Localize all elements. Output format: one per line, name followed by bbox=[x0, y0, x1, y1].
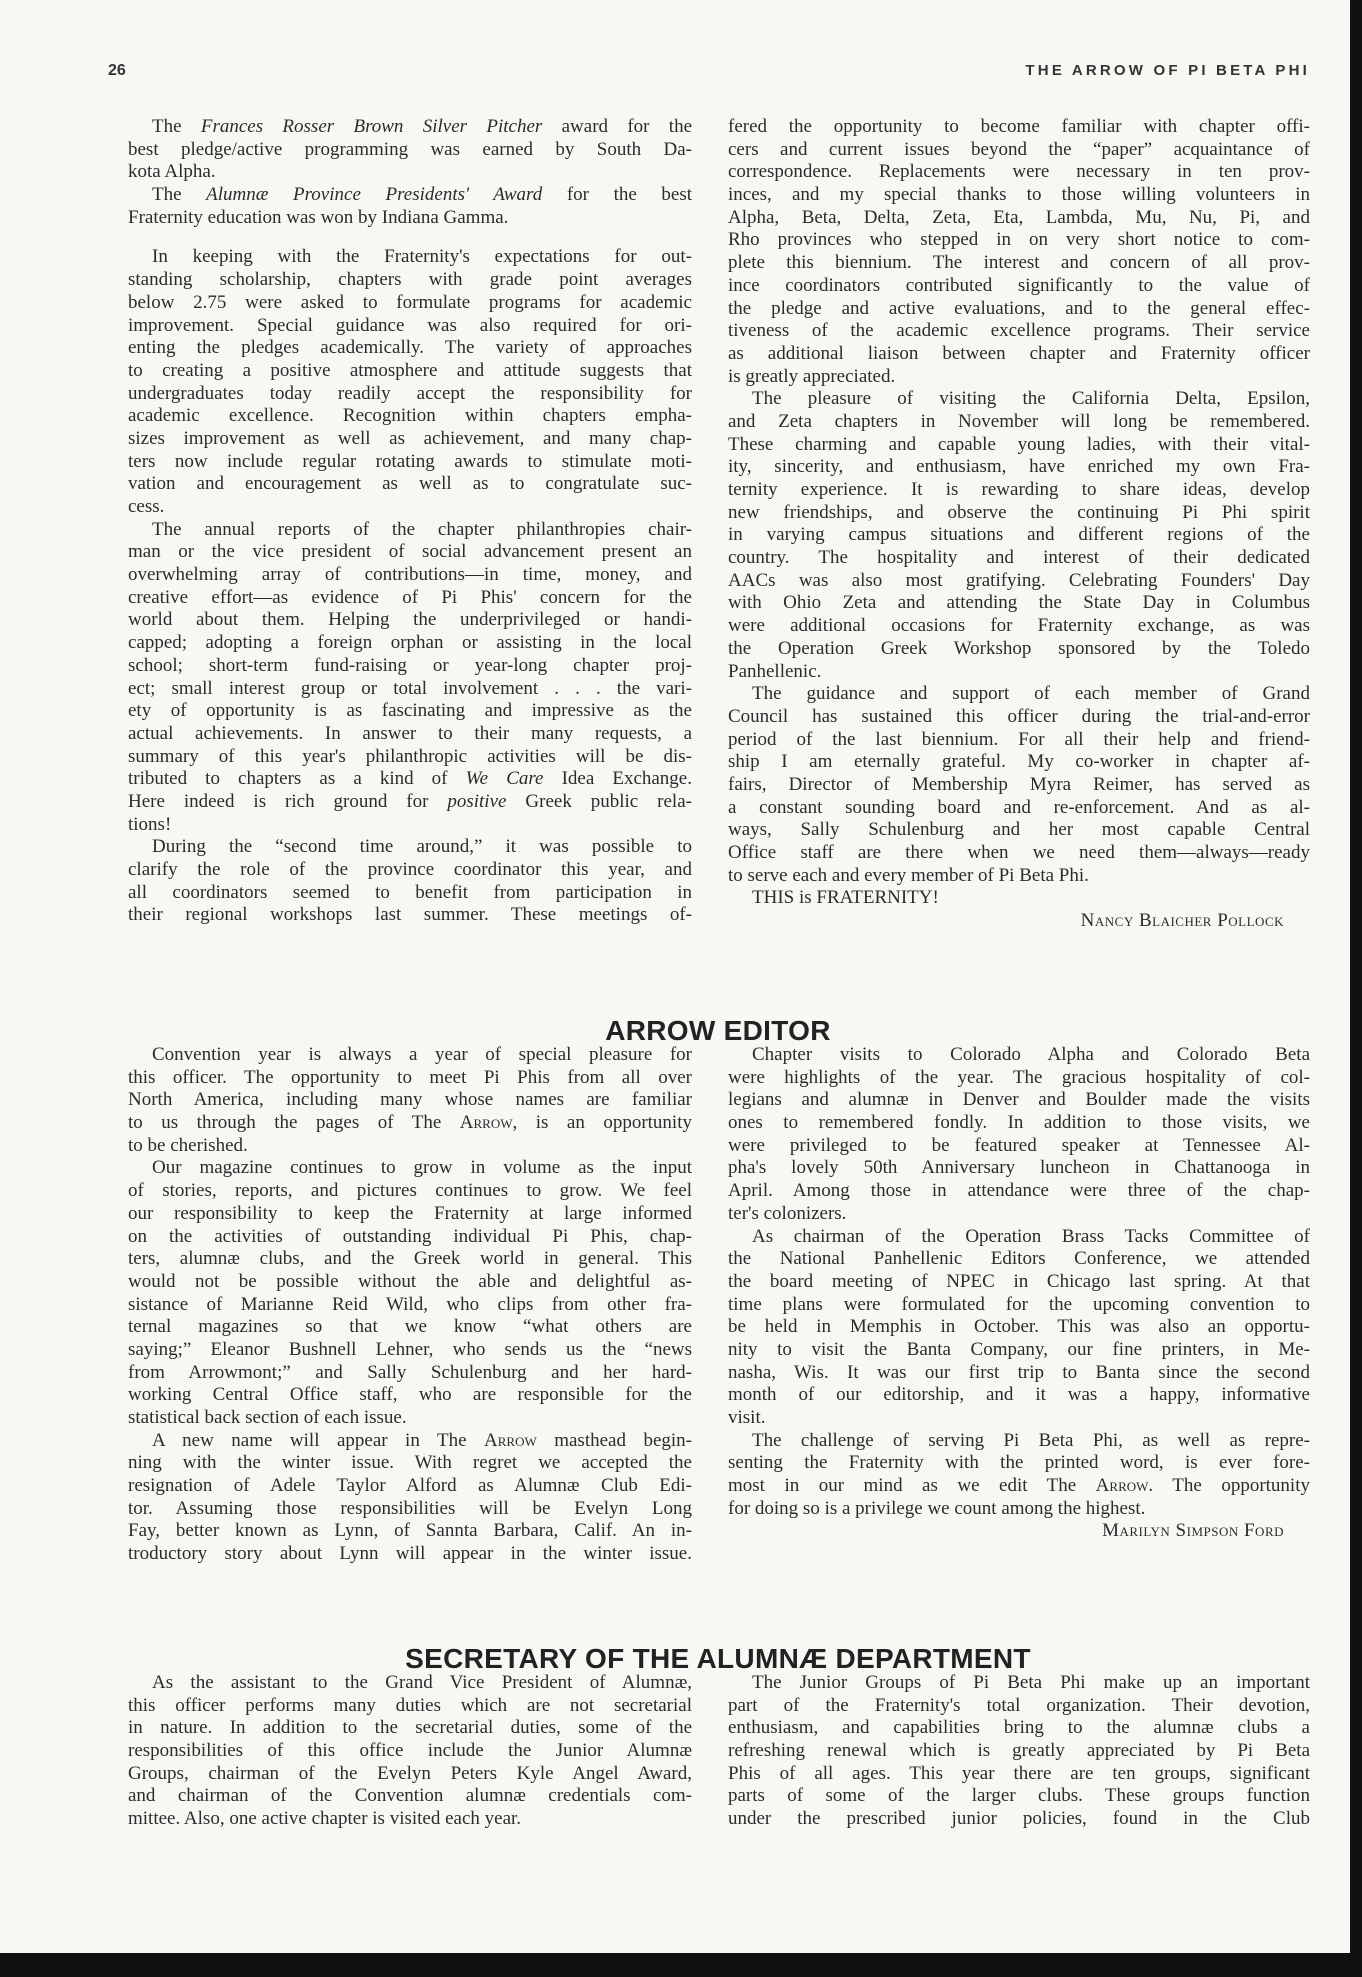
text-line: month of our editorship, and it was a happy, informative bbox=[728, 1384, 1310, 1406]
text-line: As the assistant to the Grand Vice President of Alumnæ, bbox=[152, 1672, 692, 1693]
text-line: as additional liaison between chapter and Fraternity officer bbox=[728, 342, 1310, 364]
text-run: masthead begin- bbox=[536, 1429, 692, 1451]
text-line: resignation of Adele Taylor Alford as Alumnæ Club Edi- bbox=[128, 1475, 692, 1497]
paragraph bbox=[728, 116, 1310, 388]
text-line: Panhellenic. bbox=[728, 660, 822, 682]
text-line: ternal magazines so that we know “what others are bbox=[128, 1316, 692, 1338]
secretary-left-column bbox=[128, 1672, 692, 1831]
text-line: best pledge/active programming was earned by South Da- bbox=[128, 138, 692, 160]
text-line: of stories, reports, and pictures continues to grow. We feel bbox=[128, 1180, 692, 1202]
text-line: undergraduates today readily accept the responsibility for bbox=[128, 382, 692, 404]
text-line: summary of this year's philanthropic activities will be dis- bbox=[128, 745, 692, 767]
text-line: is greatly appreciated. bbox=[728, 365, 896, 387]
text-line: be held in Memphis in October. This was also an opportu- bbox=[728, 1316, 1310, 1338]
paragraph bbox=[728, 1672, 1310, 1831]
text-run: most in our mind as we edit The bbox=[728, 1475, 1096, 1497]
text-line: man or the vice president of social advancement present an bbox=[128, 541, 692, 563]
text-line bbox=[128, 184, 692, 207]
text-line: ter's colonizers. bbox=[728, 1202, 847, 1224]
paragraph bbox=[128, 519, 692, 837]
text-line: inces, and my special thanks to those willing volunteers in bbox=[728, 184, 1310, 206]
text-line: in nature. In addition to the secretarial duties, some of the bbox=[128, 1717, 692, 1739]
text-line: the board meeting of NPEC in Chicago last spring. At that bbox=[728, 1270, 1310, 1292]
text-line: nity to visit the Banta Company, our fine printers, in Me- bbox=[728, 1338, 1310, 1360]
small-caps-text: Arrow bbox=[484, 1429, 537, 1451]
text-line: saying;” Eleanor Bushnell Lehner, who sends us the “news bbox=[128, 1338, 692, 1360]
text-line: The pleasure of visiting the California Delta, Epsilon, bbox=[752, 388, 1310, 410]
text-line: this officer. The opportunity to meet Pi Phis from all over bbox=[128, 1066, 692, 1088]
text-line: ters now include regular rotating awards to stimulate moti- bbox=[128, 450, 692, 472]
text-line: were privileged to be featured speaker at Tennessee Al- bbox=[728, 1134, 1310, 1156]
italic-text: We Care bbox=[465, 768, 544, 790]
author-signature: Nancy Blaicher Pollock bbox=[1080, 910, 1284, 932]
text-line bbox=[128, 768, 692, 791]
text-line: Fay, better known as Lynn, of Sannta Barbara, Calif. An in- bbox=[128, 1520, 692, 1542]
text-line: legians and alumnæ in Denver and Boulder made the visits bbox=[728, 1089, 1310, 1111]
paragraph bbox=[728, 887, 1310, 910]
text-line: would not be possible without the able and delightful as- bbox=[128, 1270, 692, 1292]
text-line: fairs, Director of Membership Myra Reimer, has served as bbox=[728, 773, 1310, 795]
text-line bbox=[128, 791, 692, 814]
text-line: In keeping with the Fraternity's expectations for out- bbox=[152, 246, 692, 268]
text-line: The guidance and support of each member of Grand bbox=[752, 683, 1310, 705]
text-line: During the “second time around,” it was possible to bbox=[152, 836, 692, 858]
text-run: Here indeed is rich ground for bbox=[128, 790, 448, 812]
text-line: cess. bbox=[128, 496, 165, 517]
page-number: 26 bbox=[108, 62, 126, 79]
text-line: all coordinators seemed to benefit from participation in bbox=[128, 881, 692, 903]
scan-border-right bbox=[1350, 0, 1362, 1977]
text-line: a constant sounding board and re-enforcement. And as al- bbox=[728, 796, 1310, 818]
text-line: period of the last biennium. For all their help and friend- bbox=[728, 728, 1310, 750]
scan-border-bottom bbox=[0, 1953, 1362, 1977]
text-line: ince coordinators contributed significantly to the value of bbox=[728, 274, 1310, 296]
text-run: . The opportunity bbox=[1148, 1475, 1310, 1497]
text-line: actual achievements. In answer to their many requests, a bbox=[128, 722, 692, 744]
text-line: As chairman of the Operation Brass Tacks Committee of bbox=[752, 1225, 1310, 1247]
text-line: were additional occasions for Fraternity exchange, as was bbox=[728, 615, 1310, 637]
text-line: to serve each and every member of Pi Beta Phi. bbox=[728, 864, 1089, 886]
text-line: clarify the role of the province coordinator this year, and bbox=[128, 859, 692, 880]
text-line: for doing so is a privilege we count among the highest. bbox=[728, 1497, 1146, 1519]
section-1-left-column bbox=[128, 116, 692, 927]
text-line: working Central Office staff, who are responsible for the bbox=[128, 1384, 692, 1406]
paragraph bbox=[728, 388, 1310, 683]
paragraph bbox=[728, 1226, 1310, 1430]
paragraph bbox=[128, 184, 692, 229]
text-run: for the best bbox=[542, 184, 692, 206]
text-line: April. Among those in attendance were three of the chap- bbox=[728, 1180, 1310, 1202]
text-line bbox=[728, 1475, 1310, 1498]
text-line: tions! bbox=[128, 813, 172, 835]
text-line: our responsibility to keep the Fraternity at large informed bbox=[128, 1202, 692, 1224]
text-line: world about them. Helping the underprivileged or handi- bbox=[128, 609, 692, 631]
text-line: ternity experience. It is rewarding to share ideas, develop bbox=[728, 479, 1310, 500]
paragraph bbox=[128, 246, 692, 518]
text-line: Phis of all ages. This year there are ten groups, significant bbox=[728, 1762, 1310, 1784]
text-line: were highlights of the year. The gracious hospitality of col- bbox=[728, 1066, 1310, 1088]
text-line: mittee. Also, one active chapter is visited each year. bbox=[128, 1808, 522, 1830]
text-run: Greek public rela- bbox=[506, 790, 692, 812]
paragraph bbox=[128, 836, 692, 927]
text-line: AACs was also most gratifying. Celebrating Founders' Day bbox=[728, 569, 1310, 591]
text-line: Our magazine continues to grow in volume as the input bbox=[152, 1157, 692, 1179]
text-line: time plans were formulated for the upcoming convention to bbox=[728, 1293, 1310, 1315]
text-line: academic excellence. Recognition within chapters empha- bbox=[128, 405, 692, 427]
text-line: enting the pledges academically. The variety of approaches bbox=[128, 337, 692, 359]
text-line: new friendships, and observe the continuing Pi Phi spirit bbox=[728, 501, 1310, 523]
text-line: ways, Sally Schulenburg and her most capable Central bbox=[728, 819, 1310, 841]
text-line: tiveness of the academic excellence programs. Their service bbox=[728, 320, 1310, 342]
text-line: These charming and capable young ladies, with their vital- bbox=[728, 433, 1310, 455]
paragraph bbox=[728, 1430, 1310, 1521]
text-line: ity, sincerity, and enthusiasm, have enriched my own Fra- bbox=[728, 456, 1310, 478]
author-signature: Marilyn Simpson Ford bbox=[1102, 1520, 1284, 1542]
text-line: cers and current issues beyond the “paper” acquaintance of bbox=[728, 138, 1310, 160]
text-line: ect; small interest group or total involvement . . . the vari- bbox=[128, 677, 692, 699]
text-line: kota Alpha. bbox=[128, 161, 216, 183]
text-line: below 2.75 were asked to formulate programs for academic bbox=[128, 291, 692, 313]
paragraph bbox=[728, 683, 1310, 887]
text-line: ters, alumnæ clubs, and the Greek world in general. This bbox=[128, 1248, 692, 1270]
text-line: standing scholarship, chapters with grade point averages bbox=[128, 269, 692, 291]
paragraph bbox=[128, 116, 692, 184]
paragraph bbox=[728, 1044, 1310, 1226]
text-run: to us through the pages of The bbox=[128, 1112, 460, 1134]
section-1-right-column bbox=[728, 116, 1310, 933]
text-run: tributed to chapters as a kind of bbox=[128, 768, 466, 790]
text-line: the National Panhellenic Editors Conference, we attended bbox=[728, 1248, 1310, 1270]
text-line: Fraternity education was won by Indiana Gamma. bbox=[128, 206, 509, 228]
text-line: country. The hospitality and interest of their dedicated bbox=[728, 547, 1310, 569]
text-line: fered the opportunity to become familiar with chapter offi- bbox=[728, 116, 1310, 137]
text-line: on the activities of outstanding individual Pi Phis, chap- bbox=[128, 1225, 692, 1247]
text-run: The bbox=[152, 184, 207, 206]
text-line: sistance of Marianne Reid Wild, who clips from other fra- bbox=[128, 1293, 692, 1315]
text-line: responsibilities of this office include the Junior Alumnæ bbox=[128, 1740, 692, 1762]
text-line: creative effort—as evidence of Pi Phis' concern for the bbox=[128, 586, 692, 608]
text-line: ety of opportunity is as fascinating and impressive as the bbox=[128, 700, 692, 722]
text-run: award for the bbox=[542, 116, 693, 137]
text-line: visit. bbox=[728, 1407, 766, 1428]
running-title: THE ARROW OF PI BETA PHI bbox=[1025, 62, 1310, 79]
text-line: nasha, Wis. It was our first trip to Banta since the second bbox=[728, 1361, 1310, 1383]
text-line: statistical back section of each issue. bbox=[128, 1407, 407, 1428]
text-line: under the prescribed junior policies, found in the Club bbox=[728, 1808, 1310, 1830]
text-line: the Operation Greek Workshop sponsored by the Toledo bbox=[728, 637, 1310, 659]
text-line: North America, including many whose names are familiar bbox=[128, 1089, 692, 1111]
text-line bbox=[128, 1430, 692, 1453]
text-line: part of the Fraternity's total organization. Their devotion, bbox=[728, 1694, 1310, 1716]
text-line: overwhelming array of contributions—in time, money, and bbox=[128, 564, 692, 586]
text-line: ones to remembered fondly. In addition to those visits, we bbox=[728, 1112, 1310, 1134]
text-line: pha's lovely 50th Anniversary luncheon in Chattanooga in bbox=[728, 1157, 1310, 1179]
text-line: Council has sustained this officer during the trial-and-error bbox=[728, 705, 1310, 727]
text-run: A new name will appear in The bbox=[152, 1429, 484, 1451]
text-line: the pledge and active evaluations, and to the general effec- bbox=[728, 297, 1310, 319]
text-line: improvement. Special guidance was also required for ori- bbox=[128, 314, 692, 336]
text-line: and Zeta chapters in November will long be remembered. bbox=[728, 410, 1310, 432]
text-line: refreshing renewal which is greatly appreciated by Pi Beta bbox=[728, 1740, 1310, 1762]
text-line: parts of some of the larger clubs. These groups function bbox=[728, 1785, 1310, 1807]
text-line: enthusiasm, and capabilities bring to the alumnæ clubs a bbox=[728, 1717, 1310, 1739]
arrow-editor-left-column bbox=[128, 1044, 692, 1566]
small-caps-text: Arrow bbox=[1095, 1475, 1149, 1497]
small-caps-text: Arrow bbox=[459, 1112, 513, 1134]
text-line: THIS is FRATERNITY! bbox=[752, 887, 939, 909]
text-line bbox=[128, 116, 692, 139]
text-line: Rho provinces who stepped in on very short notice to com- bbox=[728, 229, 1310, 251]
text-line: Office staff are there when we need them—always—ready bbox=[728, 842, 1310, 863]
text-run: , is an opportunity bbox=[512, 1112, 692, 1134]
text-line: The Junior Groups of Pi Beta Phi make up an important bbox=[752, 1672, 1310, 1693]
text-line: Alpha, Beta, Delta, Zeta, Eta, Lambda, Mu, Nu, Pi, and bbox=[728, 206, 1310, 228]
text-line: Chapter visits to Colorado Alpha and Colorado Beta bbox=[752, 1044, 1310, 1065]
italic-text: Frances Rosser Brown Silver Pitcher bbox=[200, 116, 543, 137]
paragraph bbox=[128, 1430, 692, 1566]
secretary-right-column bbox=[728, 1672, 1310, 1831]
text-line: ning with the winter issue. With regret we accepted the bbox=[128, 1452, 692, 1474]
paragraph bbox=[128, 1044, 692, 1157]
text-line: ship I am eternally grateful. My co-worker in chapter af- bbox=[728, 751, 1310, 773]
text-line: from Arrowmont;” and Sally Schulenburg and her hard- bbox=[128, 1361, 692, 1383]
text-line: troductory story about Lynn will appear in the winter issue. bbox=[128, 1543, 692, 1565]
text-line: capped; adopting a foreign orphan or assisting in the local bbox=[128, 632, 692, 654]
text-line: sizes improvement as well as achievement, and many chap- bbox=[128, 427, 692, 449]
section-heading-arrow-editor: ARROW EDITOR bbox=[605, 1015, 831, 1047]
paragraph bbox=[128, 1157, 692, 1429]
text-line: senting the Fraternity with the printed word, is ever fore- bbox=[728, 1452, 1310, 1474]
text-run: Idea Exchange. bbox=[543, 768, 692, 790]
text-line: Groups, chairman of the Evelyn Peters Kyle Angel Award, bbox=[128, 1762, 692, 1784]
text-line: The challenge of serving Pi Beta Phi, as well as repre- bbox=[752, 1429, 1310, 1451]
text-line bbox=[128, 1112, 692, 1135]
text-line: The annual reports of the chapter philanthropies chair- bbox=[152, 518, 692, 540]
text-line: vation and encouragement as well as to congratulate suc- bbox=[128, 473, 692, 495]
text-line: correspondence. Replacements were necessary in ten prov- bbox=[728, 161, 1310, 183]
text-line: in varying campus situations and different regions of the bbox=[728, 524, 1310, 546]
paragraph bbox=[128, 1672, 692, 1831]
text-line: to creating a positive atmosphere and attitude suggests that bbox=[128, 359, 692, 381]
text-run: The bbox=[152, 116, 201, 137]
text-line: school; short-term fund-raising or year-long chapter proj- bbox=[128, 654, 692, 676]
text-line: their regional workshops last summer. These meetings of- bbox=[128, 904, 692, 926]
arrow-editor-right-column bbox=[728, 1044, 1310, 1543]
text-line: and chairman of the Convention alumnæ credentials com- bbox=[128, 1785, 692, 1807]
text-line: with Ohio Zeta and attending the State Day in Columbus bbox=[728, 592, 1310, 614]
section-heading-secretary-alumnae: SECRETARY OF THE ALUMNÆ DEPARTMENT bbox=[405, 1643, 1031, 1675]
italic-text: Alumnæ Province Presidents' Award bbox=[206, 184, 543, 206]
text-line: tor. Assuming those responsibilities will be Evelyn Long bbox=[128, 1497, 692, 1519]
text-line: this officer performs many duties which are not secretarial bbox=[128, 1694, 692, 1716]
text-line: plete this biennium. The interest and concern of all prov- bbox=[728, 252, 1310, 274]
italic-text: positive bbox=[447, 790, 507, 812]
text-line: to be cherished. bbox=[128, 1134, 248, 1156]
text-line: Convention year is always a year of special pleasure for bbox=[152, 1044, 692, 1065]
